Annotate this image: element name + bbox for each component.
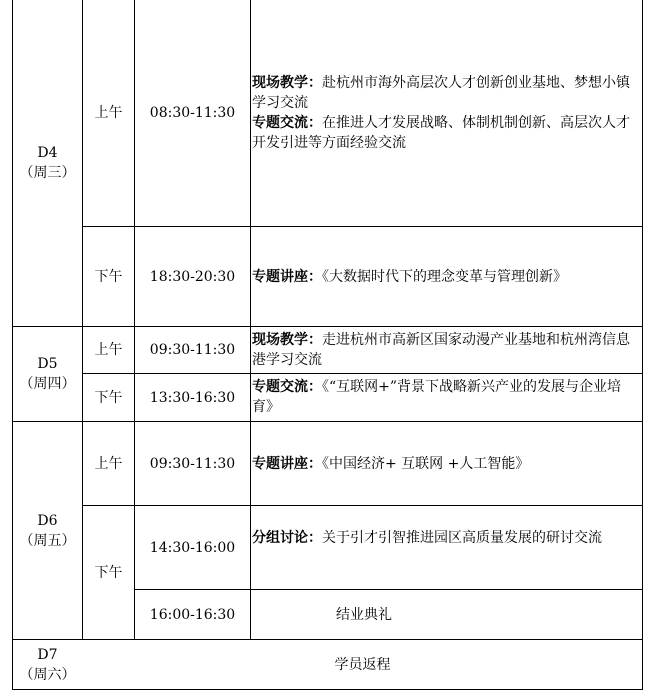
- period-cell: [83, 374, 134, 421]
- content-cell: [252, 73, 640, 153]
- day-cell-d6: [13, 422, 82, 639]
- time-cell: [135, 374, 250, 421]
- weekday-label: （周三）: [19, 165, 76, 181]
- time-cell: [135, 422, 250, 505]
- period-cell: [83, 506, 134, 639]
- weekday-label: （周四）: [19, 376, 76, 392]
- return-cell: [83, 640, 642, 689]
- day-label: D7: [37, 646, 58, 663]
- activity-text: 关于引才引智推进园区高质量发展的研讨交流: [322, 530, 602, 546]
- activity-type: 分组讨论：: [252, 530, 322, 546]
- activity-item: [252, 73, 640, 113]
- activity-type: 专题交流：: [252, 115, 322, 131]
- period-cell: [83, 327, 134, 373]
- period-label: 下午: [94, 564, 123, 581]
- period-cell: [83, 227, 134, 326]
- time-cell: [135, 506, 250, 589]
- time-cell: [135, 0, 250, 226]
- activity-type: 专题交流：: [252, 379, 322, 395]
- day-label: D6: [37, 512, 58, 529]
- activity-text: 走进杭州市高新区国家动漫产业基地和杭州湾信息港学习交流: [252, 332, 630, 368]
- activity-type: 专题讲座：: [252, 269, 322, 285]
- weekday-label: （周五）: [19, 532, 76, 549]
- time-label: 09:30-11:30: [149, 342, 236, 358]
- activity-text: 赴杭州市海外高层次人才创新创业基地、梦想小镇学习交流: [252, 75, 630, 111]
- day-label: D4: [37, 145, 58, 161]
- weekday-label: （周六）: [19, 666, 76, 683]
- period-label: 上午: [94, 342, 123, 358]
- activity-item: [252, 113, 640, 153]
- content-cell: [252, 330, 640, 370]
- closing-ceremony-cell: [251, 590, 477, 639]
- day-cell-d4: [13, 0, 82, 326]
- period-label: 下午: [94, 389, 123, 406]
- time-cell: [135, 227, 250, 326]
- content-cell: [252, 267, 640, 287]
- period-cell: [83, 0, 134, 226]
- table-border-right: [642, 0, 643, 690]
- activity-text: 《中国经济+ 互联网 +人工智能》: [322, 456, 530, 472]
- time-cell: [135, 327, 250, 373]
- col-divider-time: [250, 0, 251, 639]
- time-cell: [135, 590, 250, 639]
- period-label: 下午: [94, 268, 123, 285]
- time-label: 14:30-16:00: [149, 539, 236, 556]
- activity-text: 在推进人才发展战略、体制机制创新、高层次人才开发引进等方面经验交流: [252, 115, 630, 151]
- time-label: 16:00-16:30: [149, 606, 236, 623]
- time-label: 08:30-11:30: [149, 105, 236, 121]
- activity-type: 现场教学：: [252, 332, 322, 348]
- day-cell-d7: [13, 640, 82, 689]
- activity-text: 结业典礼: [336, 606, 392, 623]
- period-cell: [83, 422, 134, 505]
- content-cell: [252, 528, 640, 548]
- time-label: 13:30-16:30: [149, 389, 236, 406]
- day-label: D5: [37, 356, 58, 372]
- activity-text: 《“互联网+”背景下战略新兴产业的发展与企业培育》: [252, 379, 622, 415]
- period-label: 上午: [94, 105, 123, 121]
- activity-text: 《大数据时代下的理念变革与管理创新》: [322, 269, 567, 285]
- activity-text: 学员返程: [334, 656, 391, 673]
- content-cell: [252, 454, 640, 474]
- activity-type: 现场教学：: [252, 75, 322, 91]
- time-label: 18:30-20:30: [149, 268, 236, 285]
- period-label: 上午: [94, 455, 123, 472]
- table-border-bottom: [12, 689, 643, 690]
- content-cell: [252, 377, 640, 417]
- time-label: 09:30-11:30: [149, 455, 236, 472]
- activity-type: 专题讲座：: [252, 456, 322, 472]
- day-cell-d5: [13, 327, 82, 421]
